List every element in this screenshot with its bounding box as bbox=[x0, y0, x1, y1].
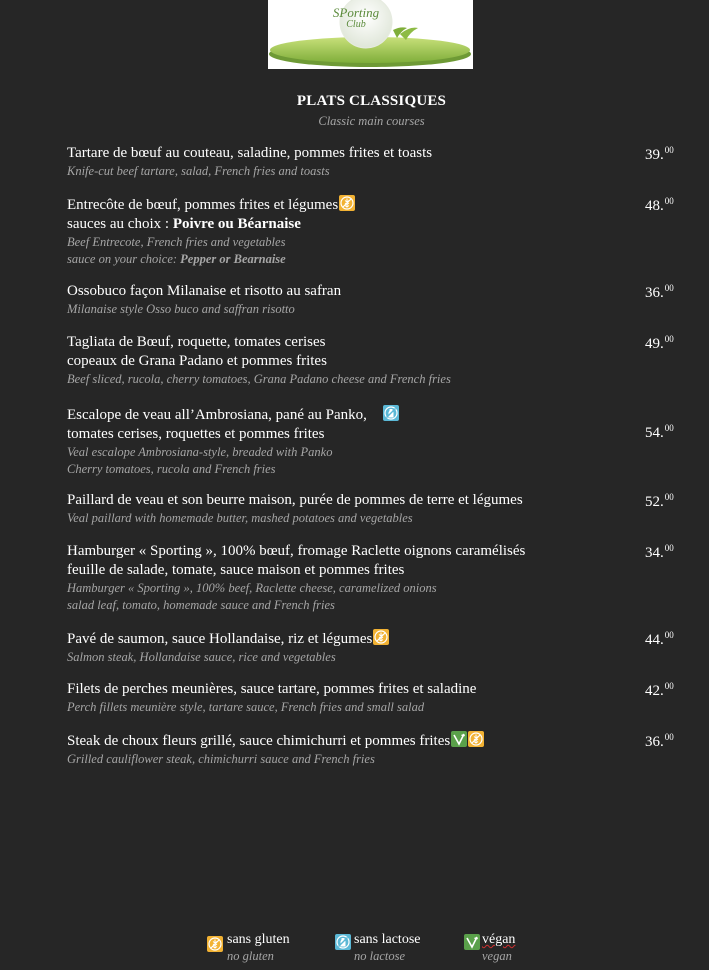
menu-item bbox=[67, 542, 687, 614]
menu-item-translation: Hamburger « Sporting », 100% beef, Raclette cheese, caramelized onions bbox=[67, 581, 437, 595]
sauce-options: Poivre ou Béarnaise bbox=[172, 216, 301, 232]
price-cents: 00 bbox=[664, 681, 674, 691]
menu-item-price bbox=[645, 196, 674, 215]
price-main: 44. bbox=[645, 632, 664, 648]
menu-item-price bbox=[645, 732, 674, 751]
menu-item-translation: Beef Entrecote, French fries and vegetables bbox=[67, 235, 286, 249]
gluten-free-icon bbox=[373, 629, 389, 645]
section-subtitle: Classic main courses bbox=[318, 114, 425, 128]
menu-item-translation: Perch fillets meunière style, tartare sauce, French fries and small salad bbox=[67, 700, 425, 714]
sauce-prefix: sauces au choix : bbox=[67, 216, 173, 232]
menu-item bbox=[67, 731, 687, 768]
menu-item-price bbox=[645, 543, 674, 562]
price-main: 42. bbox=[645, 683, 664, 699]
price-cents: 00 bbox=[664, 492, 674, 502]
price-main: 48. bbox=[645, 198, 664, 214]
gluten-free-icon bbox=[207, 936, 223, 952]
menu-item-price bbox=[645, 283, 674, 302]
menu-item bbox=[67, 629, 687, 666]
menu-item-price bbox=[645, 423, 674, 442]
vegan-icon bbox=[464, 934, 480, 950]
legend-label-lactose: sans lactose bbox=[354, 932, 421, 947]
menu-item-translation: Knife-cut beef tartare, salad, French fries and toasts bbox=[67, 164, 330, 178]
menu-item-price bbox=[645, 145, 674, 164]
menu-item-translation: Grilled cauliflower steak, chimichurri sauce and French fries bbox=[67, 752, 375, 766]
price-main: 36. bbox=[645, 734, 664, 750]
menu-item-price bbox=[645, 492, 674, 511]
price-cents: 00 bbox=[664, 630, 674, 640]
menu-item bbox=[67, 144, 687, 180]
menu-item-name-line-2: tomates cerises, roquettes et pommes frites bbox=[67, 426, 325, 442]
legend-sub-vegan: vegan bbox=[482, 949, 512, 963]
menu-item-translation: Salmon steak, Hollandaise sauce, rice and vegetables bbox=[67, 650, 336, 664]
price-cents: 00 bbox=[664, 423, 674, 433]
lactose-free-icon bbox=[383, 405, 399, 421]
price-cents: 00 bbox=[664, 543, 674, 553]
gluten-free-icon bbox=[468, 731, 484, 747]
menu-item-name: Tartare de bœuf au couteau, saladine, pommes frites et toasts bbox=[67, 145, 433, 161]
menu-item bbox=[67, 282, 687, 318]
legend-sub-lactose: no lactose bbox=[354, 949, 406, 963]
menu-item-name-line-2: feuille de salade, tomate, sauce maison et pommes frites bbox=[67, 562, 405, 578]
price-cents: 00 bbox=[664, 145, 674, 155]
menu-item-translation-sauce bbox=[67, 251, 687, 268]
menu-item-translation: Beef sliced, rucola, cherry tomatoes, Grana Padano cheese and French fries bbox=[67, 372, 451, 386]
lactose-free-icon bbox=[335, 934, 351, 950]
vegan-icon bbox=[451, 731, 467, 747]
menu-item-price bbox=[645, 681, 674, 700]
price-main: 39. bbox=[645, 147, 664, 163]
menu-item-name bbox=[67, 629, 687, 649]
price-main: 52. bbox=[645, 494, 664, 510]
menu-item bbox=[67, 680, 687, 716]
menu-item-name: Hamburger « Sporting », 100% bœuf, fromage Raclette oignons caramélisés bbox=[67, 543, 526, 559]
price-main: 54. bbox=[645, 425, 664, 441]
menu-item bbox=[67, 491, 687, 527]
menu-item-name: Filets de perches meunières, sauce tartare, pommes frites et saladine bbox=[67, 681, 477, 697]
price-cents: 00 bbox=[664, 334, 674, 344]
menu-item-sauce-line bbox=[67, 215, 687, 234]
menu-item-name-text: Escalope de veau all’Ambrosiana, pané au Panko, bbox=[67, 407, 367, 423]
logo-wordmark bbox=[326, 7, 386, 31]
menu-item-name-text: Pavé de saumon, sauce Hollandaise, riz et légumes bbox=[67, 631, 373, 647]
menu-item-translation: Veal escalope Ambrosiana-style, breaded with Panko bbox=[67, 445, 333, 459]
menu-item-name bbox=[67, 731, 687, 751]
menu-item-name-text: Entrecôte de bœuf, pommes frites et légumes bbox=[67, 197, 339, 213]
menu-item-name: Tagliata de Bœuf, roquette, tomates cerises bbox=[67, 334, 326, 350]
section-title: PLATS CLASSIQUES bbox=[296, 93, 447, 109]
sporting-club-logo bbox=[268, 0, 473, 69]
logo-line-1: SPorting bbox=[332, 5, 380, 20]
menu-item bbox=[67, 333, 687, 388]
price-cents: 00 bbox=[664, 283, 674, 293]
menu-item bbox=[67, 405, 687, 478]
menu-item-name: Ossobuco façon Milanaise et risotto au safran bbox=[67, 283, 342, 299]
menu-item-price bbox=[645, 334, 674, 353]
price-main: 34. bbox=[645, 545, 664, 561]
menu-item bbox=[67, 195, 687, 268]
menu-item-price bbox=[645, 630, 674, 649]
price-main: 49. bbox=[645, 336, 664, 352]
menu-item-name bbox=[67, 405, 687, 425]
menu-item-translation-line-2: salad leaf, tomato, homemade sauce and French fries bbox=[67, 598, 335, 612]
sauce-options-en: Pepper or Bearnaise bbox=[180, 252, 286, 266]
legend-label-gluten: sans gluten bbox=[227, 932, 290, 947]
sauce-prefix-en: sauce on your choice: bbox=[67, 252, 181, 266]
legend-label-vegan: végan bbox=[482, 932, 516, 947]
gluten-free-icon bbox=[339, 195, 355, 211]
menu-item-translation: Milanaise style Osso buco and saffran risotto bbox=[67, 302, 295, 316]
logo-line-2: Club bbox=[346, 19, 366, 30]
menu-item-name-line-2: copeaux de Grana Padano et pommes frites bbox=[67, 353, 327, 369]
price-main: 36. bbox=[645, 285, 664, 301]
legend-sub-gluten: no gluten bbox=[227, 949, 274, 963]
menu-item-name: Paillard de veau et son beurre maison, purée de pommes de terre et légumes bbox=[67, 492, 523, 508]
menu-item-name bbox=[67, 195, 687, 215]
menu-item-translation-line-2: Cherry tomatoes, rucola and French fries bbox=[67, 462, 276, 476]
menu-item-name-text: Steak de choux fleurs grillé, sauce chimichurri et pommes frites bbox=[67, 733, 451, 749]
menu-item-translation: Veal paillard with homemade butter, mashed potatoes and vegetables bbox=[67, 511, 413, 525]
price-cents: 00 bbox=[664, 732, 674, 742]
price-cents: 00 bbox=[664, 196, 674, 206]
